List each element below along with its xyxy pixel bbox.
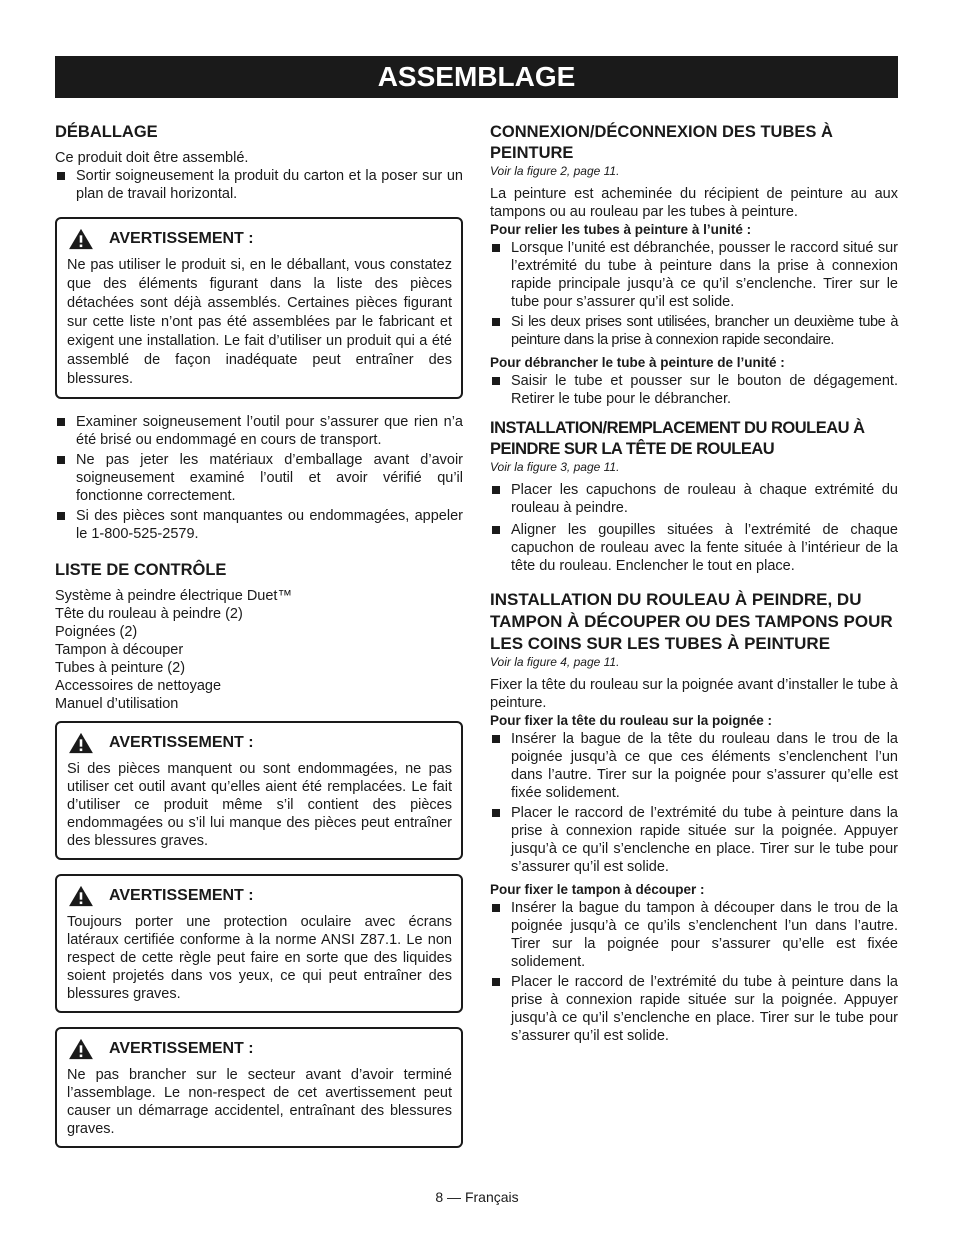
warning-triangle-icon: [67, 885, 95, 907]
list-item: Aligner les goupilles situées à l’extrémité de chaque capuchon de rouleau avec la fente située à l’intérieur de la tête du rouleau. Enclencher le tout en place.: [490, 521, 898, 575]
warning-header: [67, 228, 452, 250]
warning-text: Si des pièces manquent ou sont endommagées, ne pas utiliser cet outil avant qu’elles aient été remplacées. Le fait d’utiliser ce produit même s’il contient des pièces endommagées ou s’il lui manque des pièces peut entraîner des blessures graves.: [67, 761, 452, 849]
list-item: Si des pièces sont manquantes ou endommagées, appeler le 1-800-525-2579.: [55, 507, 463, 543]
installation2-intro: Fixer la tête du rouleau sur la poignée avant d’installer le tube à peinture.: [490, 677, 898, 711]
warning-label: AVERTISSEMENT :: [109, 887, 254, 904]
page-footer: 8 — Français: [435, 1189, 519, 1205]
checklist-item: Système à peindre électrique Duet™: [55, 588, 292, 604]
list-item: Ne pas jeter les matériaux d’emballage avant d’avoir soigneusement examiné l’outil et avoir vérifié qu’il fonctionne correctement.: [55, 451, 463, 505]
figure-reference: Voir la figure 2, page 11.: [490, 164, 620, 178]
right-column: [490, 122, 898, 1047]
warning-header: [67, 1038, 452, 1060]
list-item: Sortir soigneusement la produit du carton et la poser sur un plan de travail horizontal.: [55, 167, 463, 203]
warning-label: AVERTISSEMENT :: [109, 230, 254, 247]
installation1-bullets: [490, 481, 898, 575]
deballage-intro: Ce produit doit être assemblé.: [55, 150, 249, 166]
connexion-bullets-1: [490, 239, 898, 349]
list-item: Placer le raccord de l’extrémité du tube à peinture dans la prise à connexion rapide située sur la poignée. Appuyer jusqu’à ce qu’il s’enclenche en place. Tirer sur le tube pour s’assurer qu’il est solide.: [490, 973, 898, 1045]
list-item: Insérer la bague du tampon à découper dans le trou de la poignée jusqu’à ce qu’ils s’enclenchent l’un dans l’autre. Tirer sur la poignée pour s’assurer qu’elle est fixée solidement.: [490, 899, 898, 971]
checklist-item: Tubes à peinture (2): [55, 660, 186, 676]
connexion-bullets-2: [490, 372, 898, 408]
warning-triangle-icon: [67, 1038, 95, 1060]
section-title-deballage: DÉBALLAGE: [55, 123, 158, 141]
warning-text: Toujours porter une protection oculaire avec écrans latéraux certifiée conforme à la norme ANSI Z87.1. Le non respect de cette règle peut faire en sorte que des liquides soient projetés dans vos yeux, ce qui peut entraîner des blessures graves.: [67, 914, 452, 1002]
figure-reference: Voir la figure 3, page 11.: [490, 460, 620, 474]
checklist-item: Accessoires de nettoyage: [55, 678, 222, 694]
page-title-banner: ASSEMBLAGE: [55, 56, 898, 98]
warning-text: Ne pas brancher sur le secteur avant d’avoir terminé l’assemblage. Le non-respect de cet avertissement peut causer un démarrage accidentel, entraînant des blessures graves.: [67, 1067, 452, 1137]
section-title-installation-1: INSTALLATION/REMPLACEMENT DU ROULEAU À PEINDRE SUR LA TÊTE DE ROULEAU: [490, 419, 865, 458]
checklist-item: Tampon à découper: [55, 642, 184, 658]
list-item: Insérer la bague de la tête du rouleau dans le trou de la poignée jusqu’à ce que ces éléments s’enclenchent l’un dans l’autre. Tirer sur la poignée pour s’assurer qu’elle est fixée solidement.: [490, 730, 898, 802]
left-column: [55, 122, 463, 1148]
checklist-item: Manuel d’utilisation: [55, 696, 179, 712]
installation2-bullets-1: [490, 730, 898, 876]
section-title-installation-2: INSTALLATION DU ROULEAU À PEINDRE, DU TAMPON À DÉCOUPER OU DES TAMPONS POUR LES COINS SUR LES TUBES À PEINTURE: [490, 590, 893, 653]
warning-triangle-icon: [67, 732, 95, 754]
warning-label: AVERTISSEMENT :: [109, 734, 254, 751]
figure-reference: Voir la figure 4, page 11.: [490, 655, 620, 669]
checklist-item: Tête du rouleau à peindre (2): [55, 606, 243, 622]
section-title-connexion: CONNEXION/DÉCONNEXION DES TUBES À PEINTURE: [490, 123, 833, 162]
list-item: Si les deux prises sont utilisées, brancher un deuxième tube à peinture dans la prise à connexion rapide secondaire.: [490, 313, 898, 349]
warning-box-3: [55, 874, 463, 1013]
installation2-bullets-2: [490, 899, 898, 1045]
list-item: Placer les capuchons de rouleau à chaque extrémité du rouleau à peindre.: [490, 481, 898, 517]
warning-box-1: [55, 217, 463, 399]
subheading: Pour débrancher le tube à peinture de l’unité :: [490, 355, 785, 370]
list-item: Placer le raccord de l’extrémité du tube à peinture dans la prise à connexion rapide située sur la poignée. Appuyer jusqu’à ce qu’il s’enclenche en place. Tirer sur le tube pour s’assurer qu’il est solide.: [490, 804, 898, 876]
subheading: Pour fixer la tête du rouleau sur la poignée :: [490, 713, 773, 728]
warning-box-4: [55, 1027, 463, 1148]
warning-header: [67, 885, 452, 907]
warning-text: Ne pas utiliser le produit si, en le déballant, vous constatez que des éléments figurant dans la liste des pièces détachées sont déjà assemblés. Certaines pièces figurant sur cette liste n’ont pas été assemblées par le fabricant et exigent une installation. Le fait d’utiliser un produit qui a été assemblé de façon inadéquate peut entraîner des blessures.: [67, 257, 452, 387]
list-item: Saisir le tube et pousser sur le bouton de dégagement. Retirer le tube pour le débrancher.: [490, 372, 898, 408]
subheading: Pour relier les tubes à peinture à l’unité :: [490, 222, 752, 237]
list-item: Lorsque l’unité est débranchée, pousser le raccord situé sur l’extrémité du tube à peinture dans la prise à connexion rapide principale jusqu’à ce qu’il s’enclenche. Tirer sur le tube pour s’assurer qu’il est solide.: [490, 239, 898, 311]
subheading: Pour fixer le tampon à découper :: [490, 882, 705, 897]
warning-label: AVERTISSEMENT :: [109, 1040, 254, 1057]
warning-triangle-icon: [67, 228, 95, 250]
list-item: Examiner soigneusement l’outil pour s’assurer que rien n’a été brisé ou endommagé en cours de transport.: [55, 413, 463, 449]
connexion-intro: La peinture est acheminée du récipient de peinture au aux tampons ou au rouleau par les tubes à peinture.: [490, 186, 898, 220]
section-title-liste: LISTE DE CONTRÔLE: [55, 561, 227, 579]
deballage-bullets-2: [55, 413, 463, 543]
checklist-item: Poignées (2): [55, 624, 138, 640]
warning-box-2: [55, 721, 463, 860]
deballage-bullets-1: [55, 167, 463, 203]
warning-header: [67, 732, 452, 754]
checklist: [55, 587, 463, 713]
